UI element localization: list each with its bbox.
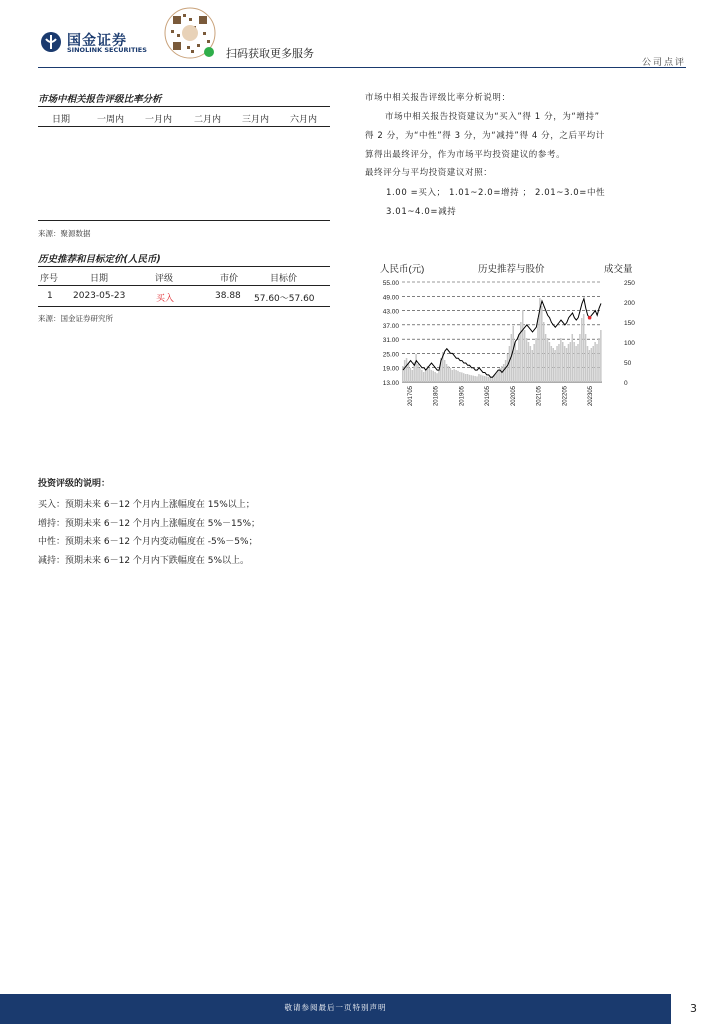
rating-table-header-rule xyxy=(38,126,330,127)
volume-bar xyxy=(431,370,433,382)
volume-bar xyxy=(478,374,480,382)
volume-bar xyxy=(434,372,436,382)
scan-prompt: 扫码获取更多服务 xyxy=(226,47,314,60)
volume-bar xyxy=(528,342,530,382)
history-row-target: 57.60～57.60 xyxy=(254,294,315,304)
volume-bar xyxy=(415,354,417,382)
y-left-tick-label: 37.00 xyxy=(382,322,399,330)
x-tick-label: 202205 xyxy=(562,386,569,407)
volume-bar xyxy=(450,368,452,382)
y-right-tick-label: 50 xyxy=(624,360,632,367)
volume-bar xyxy=(469,375,471,382)
volume-bar xyxy=(507,354,509,382)
rating-col-date: 日期 xyxy=(52,115,71,125)
volume-bar xyxy=(465,374,467,382)
y-right-tick-label: 200 xyxy=(624,300,635,307)
volume-bar xyxy=(457,371,459,382)
volume-bar xyxy=(572,334,574,382)
volume-bar xyxy=(425,370,427,382)
volume-bar xyxy=(579,334,581,382)
volume-bar xyxy=(551,346,553,382)
volume-bar xyxy=(406,358,408,382)
volume-bar xyxy=(436,373,438,382)
rating-col-six-month: 六月内 xyxy=(290,115,318,125)
volume-bar xyxy=(537,318,539,382)
history-table-bottom-rule xyxy=(38,306,330,307)
volume-bar xyxy=(577,344,579,382)
volume-bar xyxy=(444,360,446,382)
volume-bar xyxy=(587,346,589,382)
volume-bar xyxy=(566,348,568,382)
volume-bar xyxy=(512,326,514,382)
volume-bar xyxy=(581,318,583,382)
rating-desc-neutral: 中性：预期未来 6－12 个月内变动幅度在 -5%－5%； xyxy=(38,537,258,547)
volume-bar xyxy=(549,342,551,382)
chart-ylabel-right: 成交量 xyxy=(604,264,633,275)
history-table-source: 来源：国金证券研究所 xyxy=(38,314,113,323)
y-left-tick-label: 55.00 xyxy=(382,280,399,287)
page-footer xyxy=(0,994,671,1024)
rating-table-top-rule xyxy=(38,106,330,107)
volume-bar xyxy=(518,334,520,382)
volume-bar xyxy=(412,370,414,382)
volume-bar xyxy=(554,350,556,382)
volume-bar xyxy=(509,346,511,382)
volume-bar xyxy=(573,342,575,382)
volume-bar xyxy=(526,338,528,382)
volume-bar xyxy=(467,374,469,382)
volume-bar xyxy=(503,364,505,382)
volume-bar xyxy=(408,364,410,382)
volume-bar xyxy=(575,346,577,382)
volume-bar xyxy=(486,376,488,382)
rating-col-two-month: 二月内 xyxy=(194,115,222,125)
recommendation-marker xyxy=(588,316,592,320)
volume-bar xyxy=(532,350,534,382)
volume-bar xyxy=(488,377,490,382)
volume-bar xyxy=(482,376,484,382)
y-right-tick-label: 100 xyxy=(624,340,635,347)
volume-bar xyxy=(552,348,554,382)
rating-desc-buy: 买入：预期未来 6－12 个月内上涨幅度在 15%以上； xyxy=(38,500,255,510)
volume-bar xyxy=(514,342,516,382)
rating-desc-title: 投资评级的说明： xyxy=(38,479,111,489)
y-left-tick-label: 13.00 xyxy=(382,380,399,387)
volume-bar xyxy=(429,368,431,382)
volume-bar xyxy=(568,344,570,382)
y-left-tick-label: 49.00 xyxy=(382,294,399,302)
volume-bar xyxy=(562,342,564,382)
y-right-tick-label: 150 xyxy=(624,320,635,327)
volume-bar xyxy=(591,348,593,382)
x-tick-label: 201805 xyxy=(433,386,440,407)
y-left-tick-label: 25.00 xyxy=(382,351,399,359)
x-tick-label: 201905 xyxy=(485,386,492,407)
volume-bar xyxy=(484,376,486,382)
volume-bar xyxy=(522,310,524,382)
rating-table-bottom-rule xyxy=(38,220,330,221)
page-header xyxy=(0,0,724,68)
header-divider xyxy=(38,67,686,68)
x-tick-label: 202005 xyxy=(510,386,517,407)
y-left-tick-label: 19.00 xyxy=(382,365,399,373)
volume-bar xyxy=(547,338,549,382)
volume-bar xyxy=(471,375,473,382)
volume-bar xyxy=(410,368,412,382)
volume-bar xyxy=(564,346,566,382)
chart-title: 历史推荐与股价 xyxy=(478,264,545,275)
company-logo xyxy=(40,30,150,56)
logo-text-cn: 国金证券 xyxy=(67,33,127,49)
volume-bar xyxy=(541,306,543,382)
volume-bar xyxy=(402,366,404,382)
volume-bar xyxy=(558,344,560,382)
explanation-mapping-2: 3.01~4.0=减持 xyxy=(386,207,457,217)
x-tick-label: 202305 xyxy=(588,386,594,407)
y-left-tick-label: 43.00 xyxy=(382,308,399,316)
volume-bar xyxy=(501,366,503,382)
volume-bar xyxy=(452,370,454,382)
volume-bar xyxy=(524,330,526,382)
volume-bar xyxy=(463,373,465,382)
volume-bar xyxy=(596,344,598,382)
volume-bar xyxy=(545,334,547,382)
volume-bar xyxy=(432,371,434,382)
explanation-line: 市场中相关报告投资建议为“买入”得 1 分，为“增持” xyxy=(385,112,600,122)
volume-bar xyxy=(535,338,537,382)
history-row-rating: 买入 xyxy=(156,294,175,304)
rating-table-source: 来源：聚源数据 xyxy=(38,229,91,238)
rating-col-three-month: 三月内 xyxy=(242,115,270,125)
y-left-tick-label: 31.00 xyxy=(382,337,399,345)
volume-bar xyxy=(585,334,587,382)
history-col-target: 目标价 xyxy=(270,274,298,284)
volume-bar xyxy=(455,370,457,382)
explanation-title: 市场中相关报告评级比率分析说明： xyxy=(365,93,511,103)
volume-bar xyxy=(570,342,572,382)
volume-bar xyxy=(583,314,585,382)
history-col-price: 市价 xyxy=(220,274,239,284)
rating-desc-underweight: 减持：预期未来 6－12 个月内下跌幅度在 5%以上。 xyxy=(38,556,250,566)
volume-bar xyxy=(417,364,419,382)
volume-bar xyxy=(589,350,591,382)
rating-col-month: 一月内 xyxy=(145,115,173,125)
explanation-line: 算得出最终评分，作为市场平均投资建议的参考。 xyxy=(365,150,566,160)
y-right-tick-label: 250 xyxy=(624,280,635,287)
history-table-header-rule xyxy=(38,285,330,286)
volume-bar xyxy=(505,360,507,382)
volume-bar xyxy=(459,372,461,382)
x-tick-label: 202105 xyxy=(536,386,543,407)
explanation-line: 最终评分与平均投资建议对照： xyxy=(365,168,493,178)
volume-bar xyxy=(476,376,478,382)
sinolink-logo-icon xyxy=(40,31,62,53)
x-tick-label: 201705 xyxy=(408,386,414,407)
qr-code-icon[interactable] xyxy=(163,6,217,60)
report-type-tag: 公司点评 xyxy=(641,58,686,68)
x-tick-label: 201905 xyxy=(459,386,466,407)
page-number: 3 xyxy=(690,1002,697,1015)
history-row-date: 2023-05-23 xyxy=(73,291,126,301)
history-col-date: 日期 xyxy=(90,274,109,284)
volume-bar xyxy=(419,368,421,382)
history-col-rating: 评级 xyxy=(155,274,174,284)
volume-bar xyxy=(556,346,558,382)
explanation-mapping-1: 1.00 =买入； 1.01~2.0=增持 ； 2.01~3.0=中性 xyxy=(386,188,606,198)
rating-col-week: 一周内 xyxy=(97,115,125,125)
history-row-no: 1 xyxy=(47,291,53,301)
price-history-chart xyxy=(370,258,652,418)
volume-bar xyxy=(530,346,532,382)
volume-bar xyxy=(495,373,497,382)
history-table-title: 历史推荐和目标定价(人民币) xyxy=(38,254,161,265)
volume-bar xyxy=(474,376,476,382)
history-row-price: 38.88 xyxy=(215,291,241,301)
history-table-top-rule xyxy=(38,266,330,267)
chart-ylabel-left: 人民币(元) xyxy=(380,264,425,275)
logo-text-en: SINOLINK SECURITIES xyxy=(67,46,147,54)
volume-bar xyxy=(592,346,594,382)
rating-desc-overweight: 增持：预期未来 6－12 个月内上涨幅度在 5%－15%； xyxy=(38,519,261,529)
volume-bar xyxy=(461,372,463,382)
volume-bar xyxy=(480,375,482,382)
volume-bar xyxy=(598,338,600,382)
volume-bar xyxy=(446,364,448,382)
volume-bar xyxy=(438,370,440,382)
volume-bar xyxy=(448,366,450,382)
volume-bar xyxy=(516,350,518,382)
volume-bar xyxy=(453,369,455,382)
volume-bar xyxy=(543,322,545,382)
volume-bar xyxy=(421,370,423,382)
history-col-no: 序号 xyxy=(40,274,59,284)
volume-bar xyxy=(423,372,425,382)
rating-table-title: 市场中相关报告评级比率分析 xyxy=(38,94,162,105)
volume-bar xyxy=(594,342,596,382)
volume-bar xyxy=(560,338,562,382)
explanation-line: 得 2 分，为“中性”得 3 分，为“减持”得 4 分，之后平均计 xyxy=(365,131,605,141)
volume-bar xyxy=(490,377,492,382)
footer-disclaimer: 敬请参阅最后一页特别声明 xyxy=(284,1003,387,1012)
y-right-tick-label: 0 xyxy=(624,380,628,387)
volume-bar xyxy=(533,344,535,382)
volume-bar xyxy=(404,360,406,382)
volume-bar xyxy=(472,376,474,382)
volume-bar xyxy=(600,330,602,382)
